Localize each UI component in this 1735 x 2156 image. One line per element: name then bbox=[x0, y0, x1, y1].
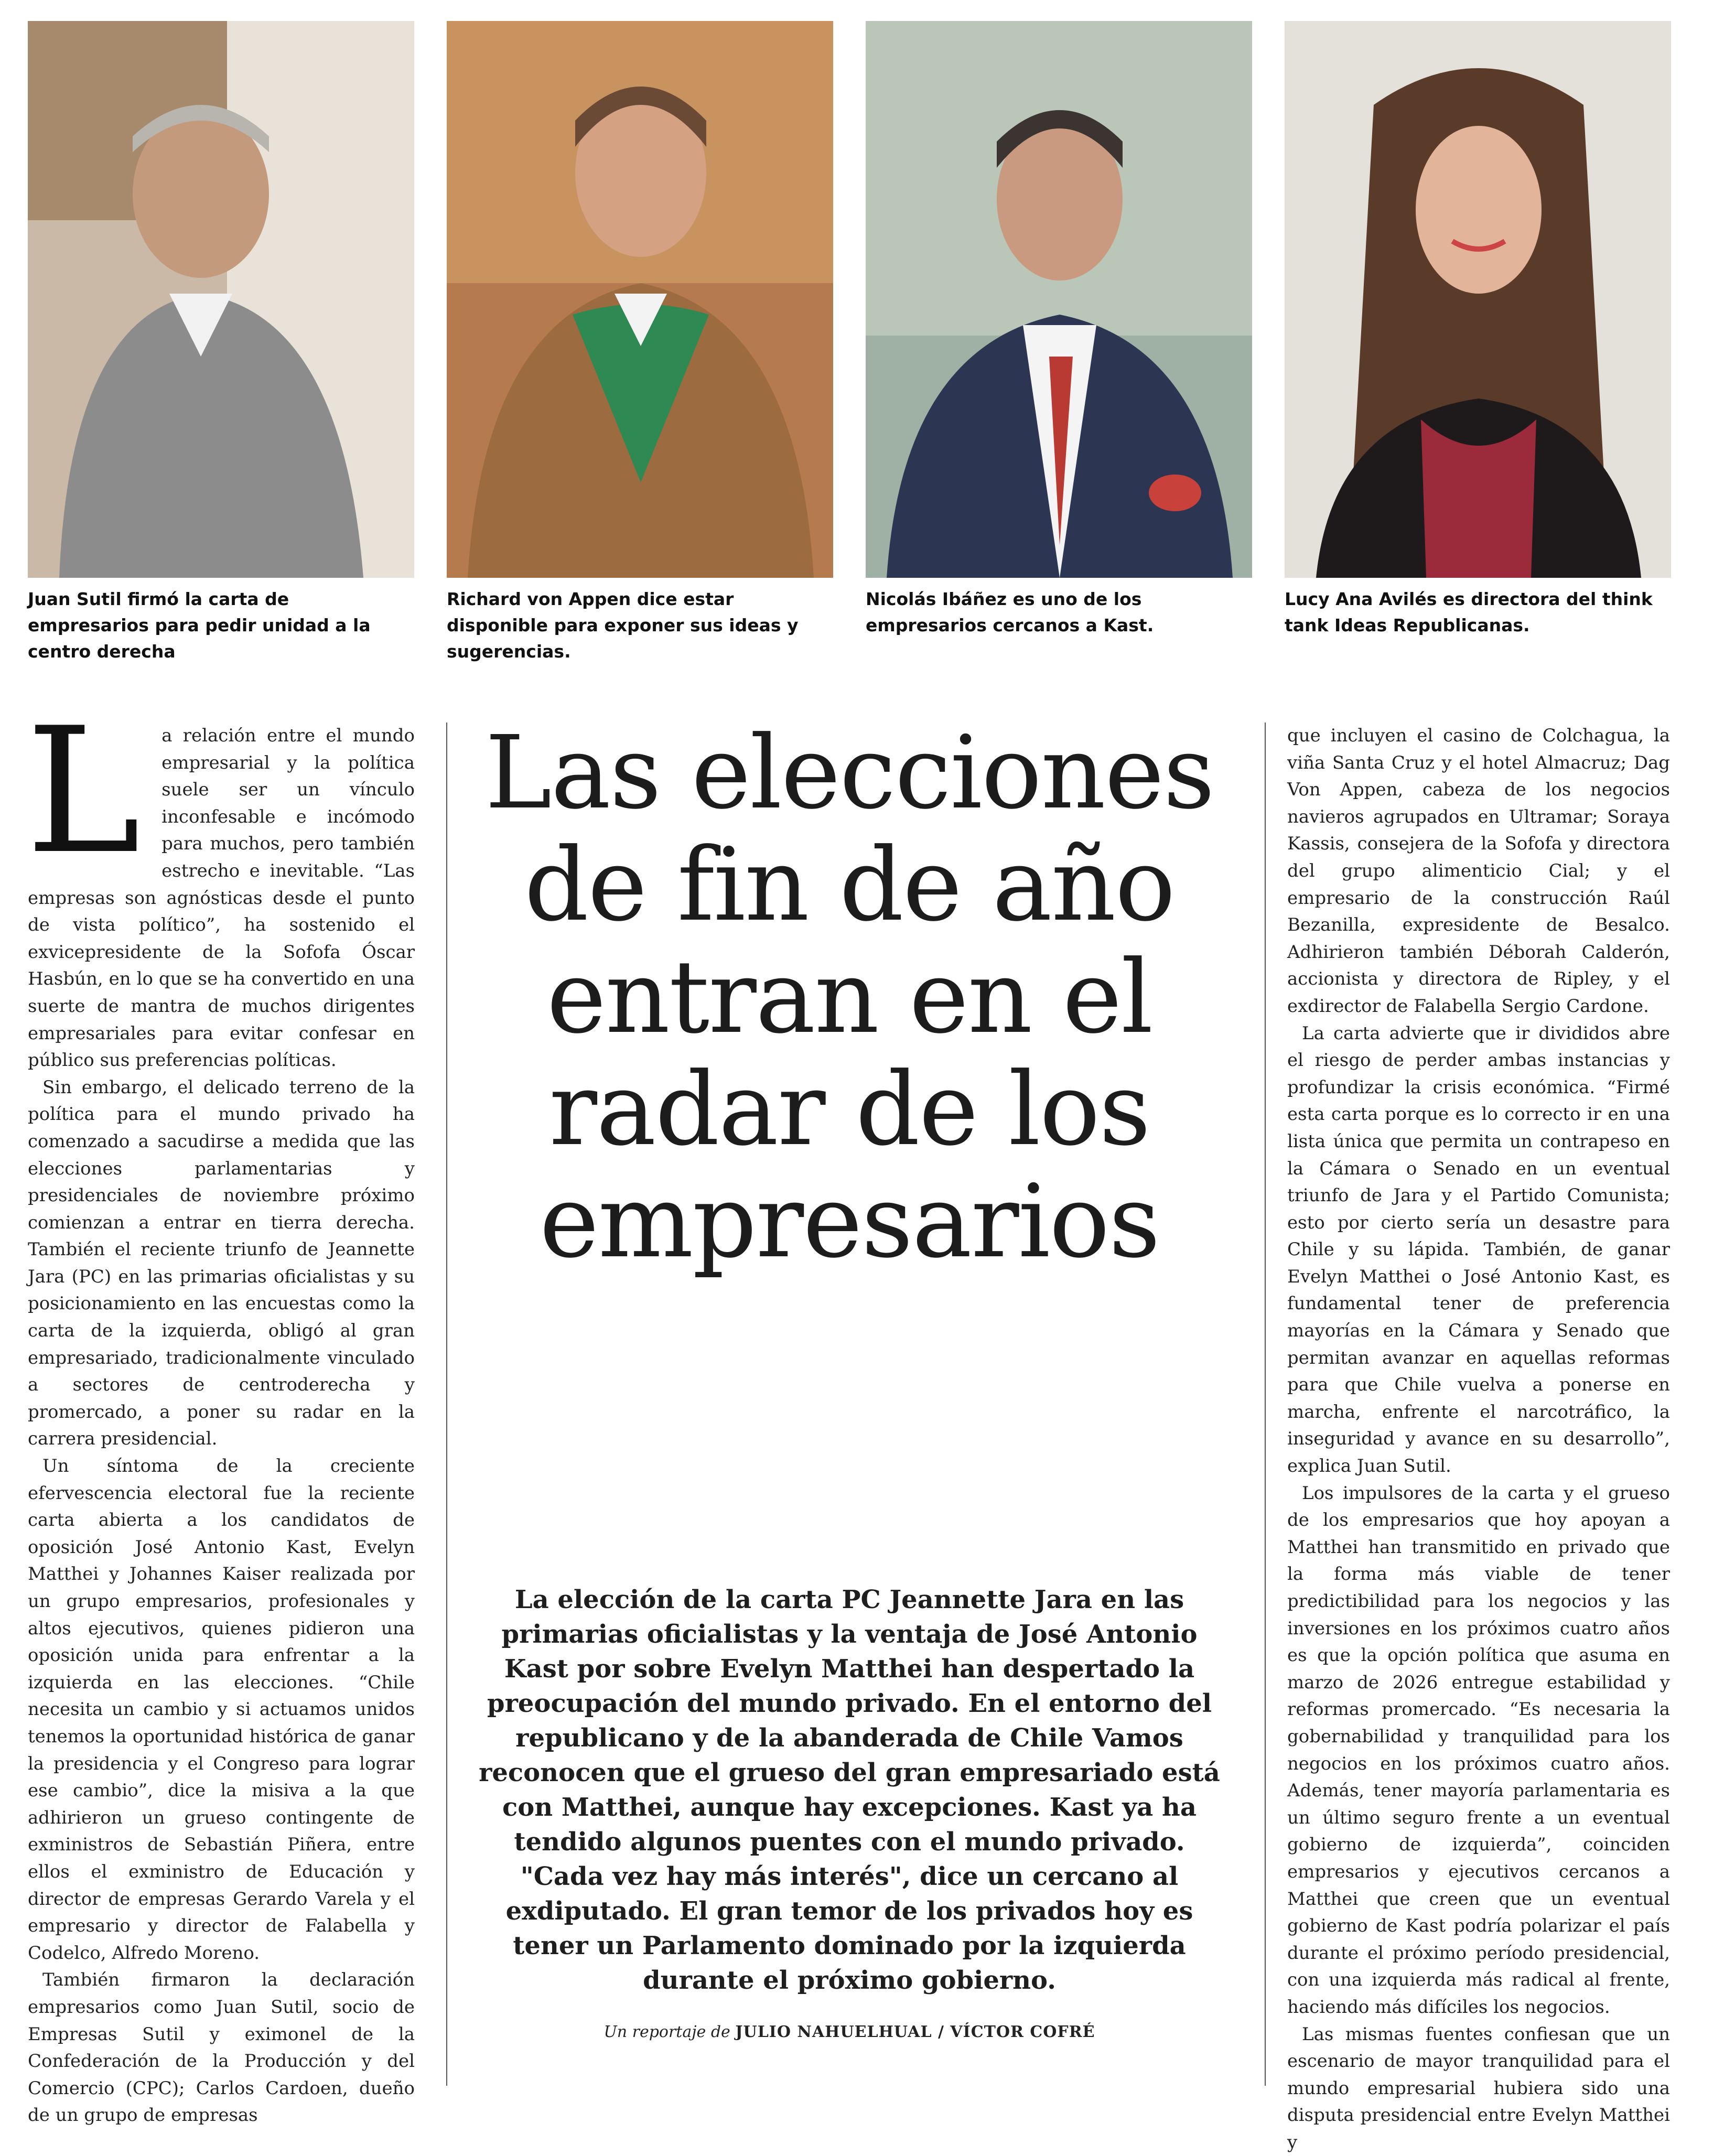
photo-richard-von-appen bbox=[447, 21, 833, 578]
paragraph-3: Un síntoma de la creciente efervescencia electoral fue la reciente carta abierta a los candidatos de oposición José Antonio Kast, Evelyn Matthei y Johannes Kaiser realizada por un grupo empresarios, profesionales y altos ejecutivos, quienes pidieron una oposición unida para enfrentar a la izquierda en las elecciones. “Chile necesita un cambio y si actuamos unidos tenemos la oportunidad histórica de ganar la presidencia y el Congreso para lograr ese cambio”, dice la misiva a la que adhirieron un grueso contingente de exministros de Sebastián Piñera, entre ellos el exministro de Educación y director de empresas Gerardo Varela y el empresario y director de Falabella y Codelco, Alfredo Moreno. bbox=[28, 1453, 415, 1967]
byline bbox=[472, 2023, 1227, 2041]
paragraph-4: También firmaron la declaración empresarios como Juan Sutil, socio de Empresas Sutil y eximonel de la Confederación de la Producción y del Comercio (CPC); Carlos Cardoen, dueño de un grupo de empresas bbox=[28, 1967, 415, 2129]
left-column bbox=[28, 723, 415, 2129]
paragraph-8: Las mismas fuentes confiesan que un escenario de mayor tranquilidad para el mundo empresarial hubiera sido una disputa presidencial entre Evelyn Matthei y bbox=[1287, 2021, 1670, 2156]
photo-lucy-ana-aviles bbox=[1285, 21, 1671, 578]
paragraph-7: Los impulsores de la carta y el grueso de los empresarios que hoy apoyan a Matthei han transmitido en privado que la forma más viable de tener predictibilidad para los negocios y las inversiones en los próximos cuatro años es que la opción política que asuma en marzo de 2026 entregue estabilidad y reformas promercado. “Es necesaria la gobernabilidad y tranquilidad para los negocios en los próximos cuatro años. Además, tener mayoría parlamentaria es un último seguro frente a un eventual gobierno de izquierda”, coinciden empresarios y ejecutivos cercanos a Matthei que creen que un eventual gobierno de Kast podría polarizar el país durante el próximo período presidencial, con una izquierda más radical al frente, haciendo más difíciles los negocios. bbox=[1287, 1480, 1670, 2021]
column-rule-left bbox=[446, 723, 447, 2086]
caption-richard-von-appen: Richard von Appen dice estar disponible para exponer sus ideas y sugerencias. bbox=[447, 586, 835, 665]
byline-authors: JULIO NAHUELHUAL / VÍCTOR COFRÉ bbox=[735, 2023, 1095, 2041]
caption-lucy-ana-aviles: Lucy Ana Avilés es directora del think tank Ideas Republicanas. bbox=[1285, 586, 1673, 639]
paragraph-1: L a relación entre el mundo empresarial y la política suele ser un vínculo inconfesable e incómodo para muchos, pero también estrecho e inevitable. “Las empresas son agnósticas desde el punto de vista político”, ha sostenido el exvicepresidente de la Sofofa Óscar Hasbún, en lo que se ha convertido en una suerte de mantra de muchos dirigentes empresariales para evitar confesar en público sus preferencias políticas. bbox=[28, 723, 415, 1074]
right-column bbox=[1287, 723, 1670, 2156]
paragraph-6: La carta advierte que ir divididos abre el riesgo de perder ambas instancias y profundizar la crisis económica. “Firmé esta carta porque es lo correcto ir en una lista única que permita un contrapeso en la Cámara o Senado en un eventual triunfo de Jara y el Partido Comunista; esto por cierto sería un desastre para Chile y su lápida. También, de ganar Evelyn Matthei o José Antonio Kast, es fundamental tener de preferencia mayorías en la Cámara y Senado que permitan avanzar en aquellas reformas para que Chile vuelva a ponerse en marcha, enfrente el narcotráfico, la inseguridad y avance en su desarrollo”, explica Juan Sutil. bbox=[1287, 1020, 1670, 1480]
paragraph-5: que incluyen el casino de Colchagua, la viña Santa Cruz y el hotel Almacruz; Dag Von Appen, cabeza de los negocios navieros agrupados en Ultramar; Soraya Kassis, consejera de la Sofofa y directora del grupo alimenticio Cial; y el empresario de la construcción Raúl Bezanilla, expresidente de Besalco. Adhirieron también Déborah Calderón, accionista y directora de Ripley, y el exdirector de Falabella Sergio Cardone. bbox=[1287, 723, 1670, 1020]
byline-prefix: Un reportaje de bbox=[604, 2023, 730, 2041]
drop-cap: L bbox=[26, 726, 141, 878]
headline: Las elecciones de fin de año entran en el radar de los empresarios bbox=[461, 717, 1237, 1278]
caption-nicolas-ibanez: Nicolás Ibáñez es uno de los empresarios cercanos a Kast. bbox=[866, 586, 1254, 639]
paragraph-2: Sin embargo, el delicado terreno de la política para el mundo privado ha comenzado a sacudirse a medida que las elecciones parlamentarias y presidenciales de noviembre próximo comienzan a entrar en tierra derecha. También el reciente triunfo de Jeannette Jara (PC) en las primarias oficialistas y su posicionamiento en las encuestas como la carta de la izquierda, obligó al gran empresariado, tradicionalmente vinculado a sectores de centroderecha y promercado, a poner su radar en la carrera presidencial. bbox=[28, 1074, 415, 1453]
lead-paragraph: La elección de la carta PC Jeannette Jara en las primarias oficialistas y la ventaja de José Antonio Kast por sobre Evelyn Matthei han despertado la preocupación del mundo privado. En el entorno del republicano y de la abanderada de Chile Vamos reconocen que el grueso del gran empresariado está con Matthei, aunque hay excepciones. Kast ya ha tendido algunos puentes con el mundo privado. "Cada vez hay más interés", dice un cercano al exdiputado. El gran temor de los privados hoy es tener un Parlamento dominado por la izquierda durante el próximo gobierno. bbox=[472, 1582, 1227, 1998]
photo-nicolas-ibanez bbox=[866, 21, 1252, 578]
photo-juan-sutil bbox=[28, 21, 414, 578]
caption-juan-sutil: Juan Sutil firmó la carta de empresarios para pedir unidad a la centro derecha bbox=[28, 586, 416, 665]
column-rule-right bbox=[1265, 723, 1266, 2086]
